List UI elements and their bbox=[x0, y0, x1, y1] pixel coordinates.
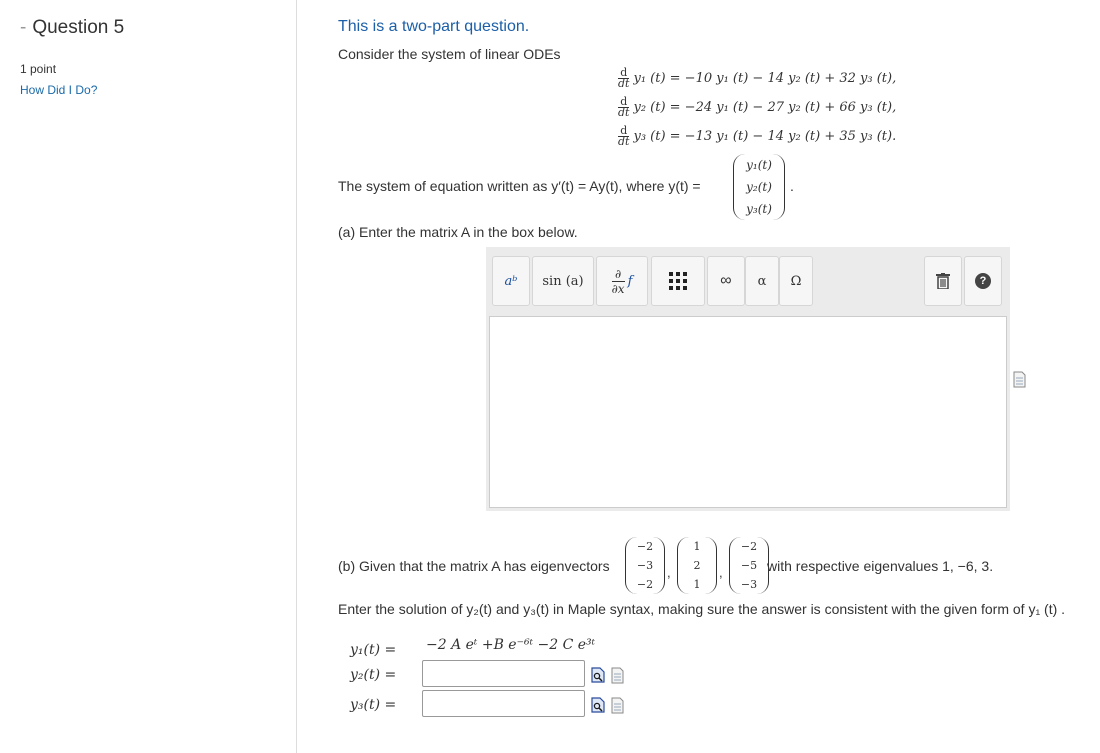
matrix-button[interactable] bbox=[651, 256, 705, 306]
matrix-icon bbox=[668, 271, 688, 291]
part-b-prompt: (b) Given that the matrix A has eigenvectors bbox=[338, 558, 610, 574]
derivative-operator: $\frac{d}{dt}$ bbox=[618, 66, 630, 90]
y-vector-entry: y₂(t) bbox=[746, 180, 772, 194]
help-icon: ? bbox=[975, 273, 991, 289]
matrix-editor-area[interactable] bbox=[489, 316, 1007, 508]
infinity-button[interactable]: ∞ bbox=[707, 256, 745, 306]
math-editor-toolbar bbox=[486, 247, 1010, 313]
question-title-label: Question 5 bbox=[32, 17, 125, 38]
symbol-omega-button[interactable]: Ω bbox=[779, 256, 813, 306]
greek-alpha-button[interactable]: α bbox=[745, 256, 779, 306]
y1-label: y₁(t) = bbox=[350, 642, 397, 658]
help-button[interactable] bbox=[964, 256, 1002, 306]
y1-given-solution: −2 A eᵗ +B e⁻⁶ᵗ −2 C e³ᵗ bbox=[426, 637, 596, 653]
preview-icon[interactable] bbox=[591, 667, 605, 683]
function-button[interactable]: sin (a) bbox=[532, 256, 594, 306]
y3-label: y₃(t) = bbox=[350, 697, 397, 713]
derivative-operator: $\frac{d}{dt}$ bbox=[618, 95, 630, 119]
ode-2: $\frac{d}{dt}$ y₂ (t) = −24 y₁ (t) − 27 y₂ (t) + 66 y₃ (t), bbox=[618, 95, 897, 119]
eigenvalues-text: with respective eigenvalues 1, −6, 3. bbox=[767, 558, 994, 574]
trash-icon bbox=[936, 273, 950, 289]
consider-text: Consider the system of linear ODEs bbox=[338, 46, 561, 62]
document-icon[interactable] bbox=[611, 697, 624, 714]
matrix-editor bbox=[486, 313, 1010, 511]
document-icon[interactable] bbox=[611, 667, 624, 684]
y-vector-period: . bbox=[790, 178, 794, 194]
derivative-operator: $\frac{d}{dt}$ bbox=[618, 124, 630, 148]
ode-1: $\frac{d}{dt}$ y₁ (t) = −10 y₁ (t) − 14 y₂ (t) + 32 y₃ (t), bbox=[618, 66, 897, 90]
clear-button[interactable] bbox=[924, 256, 962, 306]
eigenvector-3: −2 −5 −3 bbox=[729, 537, 769, 594]
ode-3: $\frac{d}{dt}$ y₃ (t) = −13 y₁ (t) − 14 y₂ (t) + 35 y₃ (t). bbox=[618, 124, 897, 148]
question-title[interactable] bbox=[20, 17, 124, 39]
part-a-prompt: (a) Enter the matrix A in the box below. bbox=[338, 224, 578, 240]
intro-heading: This is a two-part question. bbox=[338, 18, 530, 35]
system-description: The system of equation written as y′(t) = Ay(t), where y(t) = bbox=[338, 178, 701, 194]
preview-icon[interactable] bbox=[591, 697, 605, 713]
y-vector-entry: y₃(t) bbox=[746, 202, 772, 216]
points-label: 1 point bbox=[20, 62, 57, 76]
eigenvector-2: 1 2 1 bbox=[677, 537, 717, 594]
document-icon[interactable] bbox=[1013, 371, 1026, 388]
y-vector bbox=[733, 154, 785, 220]
enter-solution-prompt: Enter the solution of y₂(t) and y₃(t) in Maple syntax, making sure the answer is consistent with the given form of y₁ (t) . bbox=[338, 601, 1066, 617]
how-did-i-do-link[interactable]: How Did I Do? bbox=[20, 83, 98, 97]
question-sidebar bbox=[0, 0, 297, 753]
y2-label: y₂(t) = bbox=[350, 667, 397, 683]
partial-derivative-icon: ∂ ∂x bbox=[611, 266, 625, 296]
y-vector-entry: y₁(t) bbox=[746, 158, 772, 172]
collapse-dash[interactable]: - bbox=[20, 17, 27, 38]
partial-derivative-button[interactable]: ∂ ∂x f bbox=[596, 256, 648, 306]
eigenvector-1: −2 −3 −2 bbox=[625, 537, 665, 594]
y2-answer-input[interactable] bbox=[422, 660, 585, 687]
superscript-button[interactable]: aᵇ bbox=[492, 256, 530, 306]
y3-answer-input[interactable] bbox=[422, 690, 585, 717]
